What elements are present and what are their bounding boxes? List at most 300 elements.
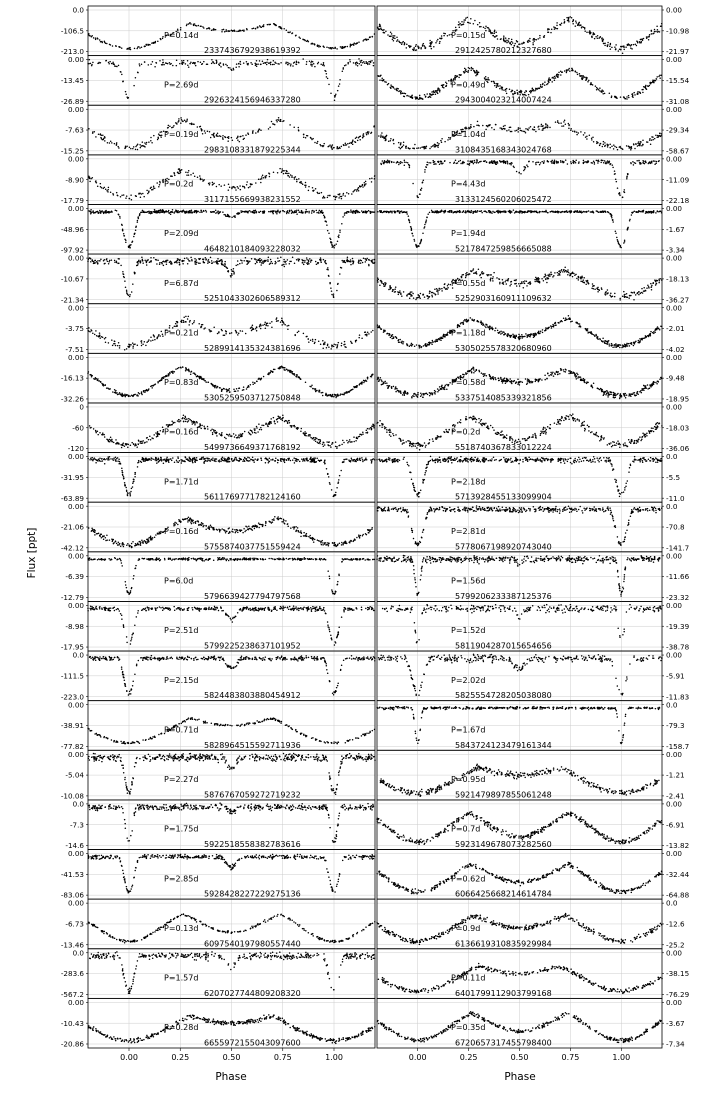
data-point — [344, 341, 346, 343]
data-point — [114, 459, 116, 461]
data-point — [341, 345, 343, 347]
data-point — [371, 429, 373, 431]
y-tick-label: 0.00 — [67, 55, 84, 65]
data-point — [213, 133, 215, 135]
data-point — [155, 259, 157, 261]
data-point — [155, 609, 157, 611]
data-point — [295, 376, 297, 378]
data-point — [278, 368, 280, 370]
data-point — [338, 479, 340, 481]
data-point — [177, 321, 179, 323]
data-point — [156, 182, 158, 184]
data-point — [213, 559, 215, 561]
data-point — [225, 29, 227, 31]
data-point — [233, 433, 235, 435]
data-point — [262, 526, 264, 528]
data-point — [115, 45, 117, 47]
data-point — [187, 460, 189, 462]
data-point — [356, 437, 358, 439]
data-point — [226, 65, 228, 67]
data-point — [276, 609, 278, 611]
data-point — [112, 45, 114, 47]
data-point — [205, 381, 207, 383]
data-point — [335, 47, 337, 49]
data-point — [108, 63, 110, 64]
data-point — [310, 340, 312, 342]
data-point — [340, 46, 342, 48]
data-point — [313, 63, 315, 64]
data-point — [319, 540, 321, 542]
data-point — [221, 263, 223, 265]
data-point — [147, 607, 149, 609]
data-point — [175, 326, 177, 328]
data-point — [297, 258, 299, 260]
data-point — [324, 444, 326, 446]
data-point — [229, 67, 231, 69]
data-point — [97, 262, 99, 264]
data-point — [177, 420, 179, 422]
data-point — [190, 521, 192, 523]
y-tick-label: -48.96 — [60, 224, 84, 234]
data-point — [338, 148, 340, 150]
data-point — [104, 385, 106, 387]
data-point — [150, 64, 152, 66]
data-point — [348, 441, 350, 443]
data-point — [162, 59, 164, 61]
data-point — [126, 642, 128, 644]
data-point — [183, 421, 185, 423]
data-point — [270, 259, 272, 261]
data-point — [153, 385, 155, 387]
data-point — [349, 46, 351, 48]
data-point — [298, 331, 300, 333]
data-point — [360, 62, 362, 64]
data-point — [310, 260, 312, 262]
data-point — [142, 542, 144, 544]
data-point — [254, 383, 256, 385]
data-point — [290, 425, 292, 427]
data-point — [252, 456, 254, 458]
data-point — [357, 65, 359, 67]
data-point — [252, 382, 254, 384]
data-point — [103, 559, 105, 561]
data-point — [191, 260, 193, 262]
data-point — [198, 323, 200, 325]
data-point — [254, 558, 256, 560]
data-point — [117, 194, 119, 196]
data-point — [119, 461, 121, 463]
data-point — [259, 378, 261, 380]
data-point — [224, 136, 226, 138]
data-point — [227, 215, 229, 217]
data-point — [304, 260, 306, 262]
data-point — [299, 211, 301, 213]
source-id-label: 5796639427794797568 — [204, 591, 301, 601]
data-point — [97, 37, 99, 39]
data-point — [213, 28, 215, 30]
data-point — [352, 143, 354, 145]
data-point — [189, 63, 191, 65]
data-point — [361, 64, 363, 66]
data-point — [288, 32, 290, 34]
data-point — [133, 236, 135, 238]
data-point — [282, 417, 284, 419]
data-point — [177, 607, 179, 609]
data-point — [261, 378, 263, 380]
data-point — [322, 559, 324, 561]
data-point — [90, 63, 92, 65]
data-point — [201, 457, 203, 459]
data-point — [226, 558, 228, 560]
data-point — [143, 460, 145, 462]
data-point — [333, 344, 335, 346]
data-point — [307, 135, 309, 137]
data-point — [328, 47, 330, 49]
data-point — [335, 642, 337, 644]
data-point — [270, 211, 272, 213]
data-point — [342, 544, 344, 546]
data-point — [99, 459, 101, 461]
data-point — [304, 460, 306, 462]
data-point — [121, 565, 123, 567]
data-point — [372, 608, 374, 610]
data-point — [301, 608, 303, 610]
data-point — [102, 434, 104, 436]
data-point — [164, 558, 166, 560]
data-point — [284, 606, 286, 608]
data-point — [189, 212, 191, 214]
data-point — [216, 458, 218, 460]
data-point — [139, 541, 141, 543]
data-point — [341, 343, 343, 345]
data-point — [355, 43, 357, 45]
data-point — [200, 425, 202, 427]
data-point — [335, 492, 337, 494]
data-point — [294, 335, 296, 337]
data-point — [359, 60, 361, 62]
data-point — [158, 458, 160, 460]
data-point — [147, 459, 149, 461]
data-point — [239, 30, 241, 32]
data-point — [330, 395, 332, 397]
data-point — [317, 63, 319, 65]
data-point — [139, 393, 141, 395]
data-point — [365, 334, 367, 336]
data-point — [322, 64, 324, 66]
data-point — [179, 264, 181, 266]
data-point — [162, 62, 164, 64]
data-point — [133, 394, 135, 396]
data-point — [113, 343, 115, 345]
data-point — [156, 462, 158, 464]
data-point — [136, 616, 138, 618]
data-point — [371, 132, 373, 134]
data-point — [109, 610, 111, 612]
data-point — [102, 211, 104, 213]
data-point — [125, 240, 127, 242]
data-point — [90, 606, 92, 608]
data-point — [303, 609, 305, 611]
data-point — [152, 189, 154, 191]
data-point — [185, 559, 187, 561]
data-point — [216, 212, 218, 214]
data-point — [276, 213, 278, 215]
data-point — [238, 332, 240, 334]
data-point — [114, 143, 116, 145]
data-point — [362, 186, 364, 188]
data-point — [140, 544, 142, 546]
data-point — [95, 430, 97, 432]
data-point — [332, 395, 334, 397]
y-tick-label: -42.12 — [60, 543, 84, 553]
data-point — [193, 24, 195, 26]
data-point — [326, 269, 328, 271]
data-point — [196, 212, 198, 214]
data-point — [109, 456, 111, 458]
data-point — [251, 459, 253, 461]
data-point — [231, 273, 233, 275]
data-point — [140, 262, 142, 264]
data-point — [214, 606, 216, 608]
data-point — [151, 385, 153, 387]
data-point — [212, 61, 214, 63]
data-point — [320, 439, 322, 441]
data-point — [117, 146, 119, 148]
data-point — [311, 611, 313, 613]
data-point — [332, 591, 334, 593]
y-tick-label: -120 — [67, 444, 84, 454]
data-point — [126, 490, 128, 492]
y-tick-label: 0.00 — [67, 501, 84, 511]
data-point — [329, 629, 331, 631]
data-point — [142, 343, 144, 345]
y-tick-label: 0.00 — [67, 352, 84, 362]
data-point — [332, 442, 334, 444]
data-point — [281, 324, 283, 326]
data-point — [180, 420, 182, 422]
data-point — [283, 519, 285, 521]
data-point — [112, 458, 114, 460]
data-point — [233, 69, 235, 71]
y-tick-label: -63.89 — [60, 493, 84, 503]
source-id-label: 5289914135324381696 — [204, 343, 301, 353]
data-point — [307, 558, 309, 560]
data-point — [108, 608, 110, 610]
data-point — [138, 440, 140, 442]
data-point — [253, 210, 255, 212]
data-point — [362, 433, 364, 435]
data-point — [320, 261, 322, 263]
data-point — [277, 418, 279, 420]
data-point — [259, 609, 261, 611]
y-tick-label: -32.26 — [60, 394, 84, 404]
data-point — [295, 526, 297, 528]
data-point — [243, 138, 245, 140]
data-point — [315, 607, 317, 609]
data-point — [180, 521, 182, 523]
data-point — [226, 391, 228, 393]
data-point — [154, 66, 156, 68]
data-point — [324, 610, 326, 612]
data-point — [324, 197, 326, 199]
data-point — [182, 609, 184, 611]
data-point — [125, 487, 127, 489]
data-point — [249, 457, 251, 459]
data-point — [342, 216, 344, 218]
data-point — [202, 133, 204, 135]
data-point — [176, 324, 178, 326]
data-point — [146, 441, 148, 443]
data-point — [265, 521, 267, 523]
data-point — [175, 122, 177, 124]
source-id-label: 5755874037751559424 — [204, 542, 301, 552]
data-point — [338, 481, 340, 483]
data-point — [110, 436, 112, 438]
data-point — [150, 188, 152, 190]
data-point — [257, 431, 259, 433]
data-point — [182, 263, 184, 265]
data-point — [322, 197, 324, 199]
data-point — [191, 520, 193, 522]
source-id-label: 5799225238637101952 — [204, 641, 301, 651]
data-point — [370, 331, 372, 333]
data-point — [123, 442, 125, 444]
data-point — [144, 341, 146, 343]
data-point — [323, 143, 325, 145]
data-point — [246, 181, 248, 183]
data-point — [99, 608, 101, 610]
data-point — [176, 461, 178, 463]
data-point — [247, 456, 249, 458]
data-point — [243, 186, 245, 188]
data-point — [144, 46, 146, 48]
data-point — [203, 27, 205, 29]
data-point — [112, 62, 114, 64]
data-point — [91, 606, 93, 608]
data-point — [353, 261, 355, 263]
data-point — [99, 210, 101, 212]
data-point — [256, 65, 258, 67]
data-point — [320, 542, 322, 544]
data-point — [159, 532, 161, 534]
data-point — [211, 211, 213, 213]
data-point — [99, 260, 101, 262]
data-point — [129, 247, 131, 249]
data-point — [292, 608, 294, 610]
data-point — [187, 518, 189, 520]
data-point — [175, 368, 177, 370]
period-label: P=0.83d — [164, 378, 199, 388]
data-point — [334, 99, 336, 101]
data-point — [261, 176, 263, 178]
data-point — [246, 28, 248, 30]
data-point — [343, 609, 345, 611]
data-point — [251, 64, 253, 66]
period-label: P=0.21d — [164, 328, 199, 338]
data-point — [284, 522, 286, 524]
data-point — [308, 211, 310, 213]
data-point — [144, 260, 146, 262]
data-point — [160, 430, 162, 432]
data-point — [364, 182, 366, 184]
data-point — [180, 366, 182, 368]
data-point — [326, 76, 328, 78]
data-point — [95, 432, 97, 434]
data-point — [283, 173, 285, 175]
data-point — [290, 63, 292, 65]
data-point — [281, 318, 283, 320]
data-point — [202, 259, 204, 261]
data-point — [235, 434, 237, 436]
data-point — [130, 148, 132, 150]
data-point — [261, 178, 263, 180]
data-point — [363, 258, 365, 260]
period-label: P=6.0d — [164, 576, 194, 586]
data-point — [88, 559, 90, 561]
data-point — [90, 209, 92, 211]
data-point — [123, 546, 125, 548]
data-point — [91, 457, 93, 459]
data-point — [210, 459, 212, 461]
y-tick-label: 0.00 — [67, 452, 84, 462]
data-point — [366, 430, 368, 432]
data-point — [97, 212, 99, 214]
data-point — [163, 462, 165, 464]
data-point — [293, 212, 295, 214]
data-point — [316, 558, 318, 560]
data-point — [106, 439, 108, 441]
data-point — [359, 185, 361, 187]
data-point — [313, 538, 315, 540]
data-point — [162, 333, 164, 335]
data-point — [102, 536, 104, 538]
data-point — [197, 558, 199, 560]
data-point — [185, 316, 187, 318]
data-point — [172, 209, 174, 211]
data-point — [122, 271, 124, 273]
data-point — [154, 41, 156, 43]
data-point — [324, 558, 326, 560]
data-point — [157, 607, 159, 609]
data-point — [157, 40, 159, 42]
data-point — [282, 559, 284, 561]
data-point — [309, 535, 311, 537]
data-point — [180, 117, 182, 119]
data-point — [358, 211, 360, 213]
period-label: P=2.09d — [164, 229, 199, 239]
data-point — [181, 461, 183, 463]
data-point — [150, 261, 152, 263]
data-point — [168, 212, 170, 214]
data-point — [165, 260, 167, 262]
data-point — [285, 263, 287, 265]
data-point — [185, 421, 187, 423]
data-point — [346, 212, 348, 214]
data-point — [160, 457, 162, 459]
data-point — [173, 212, 175, 214]
data-point — [269, 457, 271, 459]
data-point — [131, 488, 133, 490]
data-point — [152, 537, 154, 539]
data-point — [338, 197, 340, 199]
data-point — [298, 531, 300, 533]
data-point — [225, 389, 227, 391]
data-point — [338, 342, 340, 344]
data-point — [228, 457, 230, 459]
data-point — [237, 436, 239, 438]
data-point — [232, 621, 234, 623]
data-point — [292, 257, 294, 259]
